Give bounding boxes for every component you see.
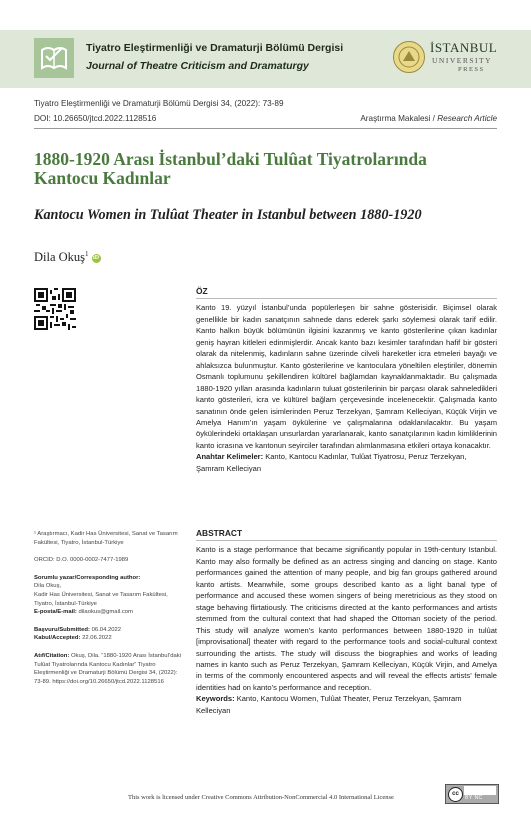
corresponding-author-address: Kadir Has Üniversitesi, Sanat ve Tasarım Fakültesi, Tiyatro, İstanbul-Türkiye <box>34 591 168 607</box>
oz-text: Kanto 19. yüzyıl İstanbul’unda popülerleşen bir sahne gösterisidir. Biçimsel olarak genellikle bir kadın sanatçının sahnede dans ederek şarkı söylemesi olarak tarif edilir. Kanto halkın büyük bölümünün ilgisini kazanmış ve kanto gösterilerine çıkan kadınlar geniş hayran kitleleri edinmişlerdir. Ancak kanto bazı kesimler tarafından hafif bir gösteri olarak da nitelenmiş, kadınların sahne üzerinde cilveli hareketler icra etmeleri bayağı ve ahlaksızca bulunmuştur. Kanto gösterilerine ve kantoculara yöneltilen eleştiriler, dönemin Osmanlı toplumunu şekillendiren kültürel bağlamdan kaynaklanmaktadır. Bu çalışmada 1880-1920 yılları arasında kadınların tuluat gösterilerinin bir parçası olarak sahneledikleri kanto gösterileri, icra ve kültürel bağlam çerçevesinde incelenecektir. Çalışmada kanto sanatının önde gelen isimlerinden Peruz Terzekyan, Şamram Kelleciyan, Küçük Virjin ve Amelya Hanım’ın yaşam öykülerine ve çalışmalarına odaklanılacaktır. Bu yaşam öykülerindeki ortaklaşan unsurlardan yararlanarak, kanto sanatçılarının kadın kimliklerinin kanto icrasına ve kantonun seyirciler tarafından alımlanmasına etkileri ortaya konacaktır. <box>196 303 497 450</box>
abstract-heading: ABSTRACT <box>196 528 243 538</box>
header-divider <box>34 128 497 129</box>
email-label: E-posta/E-mail: <box>34 609 77 616</box>
author-affiliation-mark: 1 <box>85 250 89 258</box>
accepted-date: 22.06.2022 <box>80 635 112 642</box>
article-type-en: Research Article <box>437 114 497 123</box>
submitted-date: 06.04.2022 <box>89 626 122 633</box>
article-title-english: Kantocu Women in Tulûat Theater in Istanbul between 1880-1920 <box>34 207 422 223</box>
author-name: Dila Okuş <box>34 250 86 265</box>
accepted-label: Kabul/Accepted: <box>34 635 81 642</box>
university-seal-icon <box>392 40 426 74</box>
abstract-keywords-list: Kanto, Kantocu Women, Tulûat Theater, Peruz Terzekyan, Şamram Kelleciyan <box>196 694 462 715</box>
by-nc-icons <box>464 786 496 795</box>
orcid-id[interactable]: ORCID: D.O. 0000-0002-7477-1989 <box>34 557 129 564</box>
qr-code-icon[interactable] <box>34 288 76 330</box>
cc-badge-label: BY NC <box>465 795 483 801</box>
university-press-logo <box>392 40 498 78</box>
journal-name-turkish: Tiyatro Eleştirmenliği ve Dramaturji Bölümü Dergisi <box>86 42 344 54</box>
article-title-turkish: 1880-1920 Arası İstanbul’daki Tulûat Tiyatrolarında Kantocu Kadınlar <box>34 149 427 188</box>
submitted-label: Başvuru/Submitted: <box>34 626 90 633</box>
citation-text: Okuş, Dila. “1880-1920 Arası İstanbul’daki Tulûat Tiyatrolarında Kantocu Kadınlar” Tiyatro Eleştirmenliği ve Dramaturji Bölümü Dergisi 34, (2022): 73-89. https://doi.org/10.26650/jtcd.2022.1128516 <box>34 652 181 685</box>
journal-logo-icon <box>34 38 74 78</box>
author-affiliation: ¹ Araştırmacı, Kadir Has Üniversitesi, Sanat ve Tasarım Fakültesi, Tiyatro, İstanbul-Türkiye <box>34 531 178 546</box>
cc-icon: cc <box>448 787 463 802</box>
journal-citation-line: Tiyatro Eleştirmenliği ve Dramaturji Bölümü Dergisi 34, (2022): 73-89 <box>34 99 284 108</box>
oz-divider <box>196 298 497 299</box>
oz-keywords-label: Anahtar Kelimeler: <box>196 452 264 462</box>
corresponding-author-name: Dila Okuş, <box>34 583 62 590</box>
journal-name-english: Journal of Theatre Criticism and Dramaturgy <box>86 60 309 72</box>
article-info-sidebar <box>34 530 184 686</box>
citation-label: Atıf/Citation: <box>34 652 70 659</box>
email-address[interactable]: dilaokus@gmail.com <box>76 609 133 616</box>
press-subtitle: PRESS <box>458 66 485 73</box>
article-type <box>360 114 497 123</box>
university-name: İSTANBUL <box>430 40 498 55</box>
abstract-section <box>196 528 497 716</box>
license-statement: This work is licensed under Creative Commons Attribution-NonCommercial 4.0 International License <box>128 794 394 801</box>
abstract-divider <box>196 540 497 541</box>
abstract-keywords-label: Keywords: <box>196 694 235 704</box>
article-type-tr: Araştırma Makalesi / <box>360 114 438 123</box>
doi-line[interactable]: DOI: 10.26650/jtcd.2022.1128516 <box>34 114 157 123</box>
corresponding-author-label: Sorumlu yazar/Corresponding author: <box>34 574 141 581</box>
oz-keywords-list: Kanto, Kantocu Kadınlar, Tulûat Tiyatrosu, Peruz Terzekyan, Şamram Kelleciyan <box>196 452 467 473</box>
author-line <box>34 250 101 265</box>
university-subtitle: UNIVERSITY <box>432 56 492 65</box>
oz-keywords <box>196 451 497 474</box>
abstract-keywords <box>196 693 497 716</box>
cc-by-nc-badge-icon[interactable] <box>445 784 499 804</box>
abstract-text: Kanto is a stage performance that became significantly popular in 19th-century Istanbul. Kanto may also formally be defined as an actress singing and dancing on stage. Kanto performances gained the attention of many people, and big fan groups gathered around kanto artists. Meanwhile, some groups described kanto as a light banal type of performance and accused these women singers of being meretricious as they stood on stage behaving flirtatiously. The criticisms directed at the kanto performances and artists stemmed from the cultural context that had shaped the Ottoman society of the period. This study will analyze women’s kanto performances between 1880-1920 in tulûat [improvisational] theater with regard to the performance tools and social-cultural context surrounding the artists. The study will discuss the biographies and works of leading names in kanto such as Peruz Terzekyan, Şamram Kelleciyan, Küçük Virjin, and Amelya in terms of the commonly encountered aspects and will reveal the effects artists’ female identities had on kanto’s performance and reception. <box>196 545 497 692</box>
oz-heading: ÖZ <box>196 286 208 296</box>
orcid-icon[interactable]: iD <box>93 255 100 262</box>
oz-section <box>196 286 497 474</box>
